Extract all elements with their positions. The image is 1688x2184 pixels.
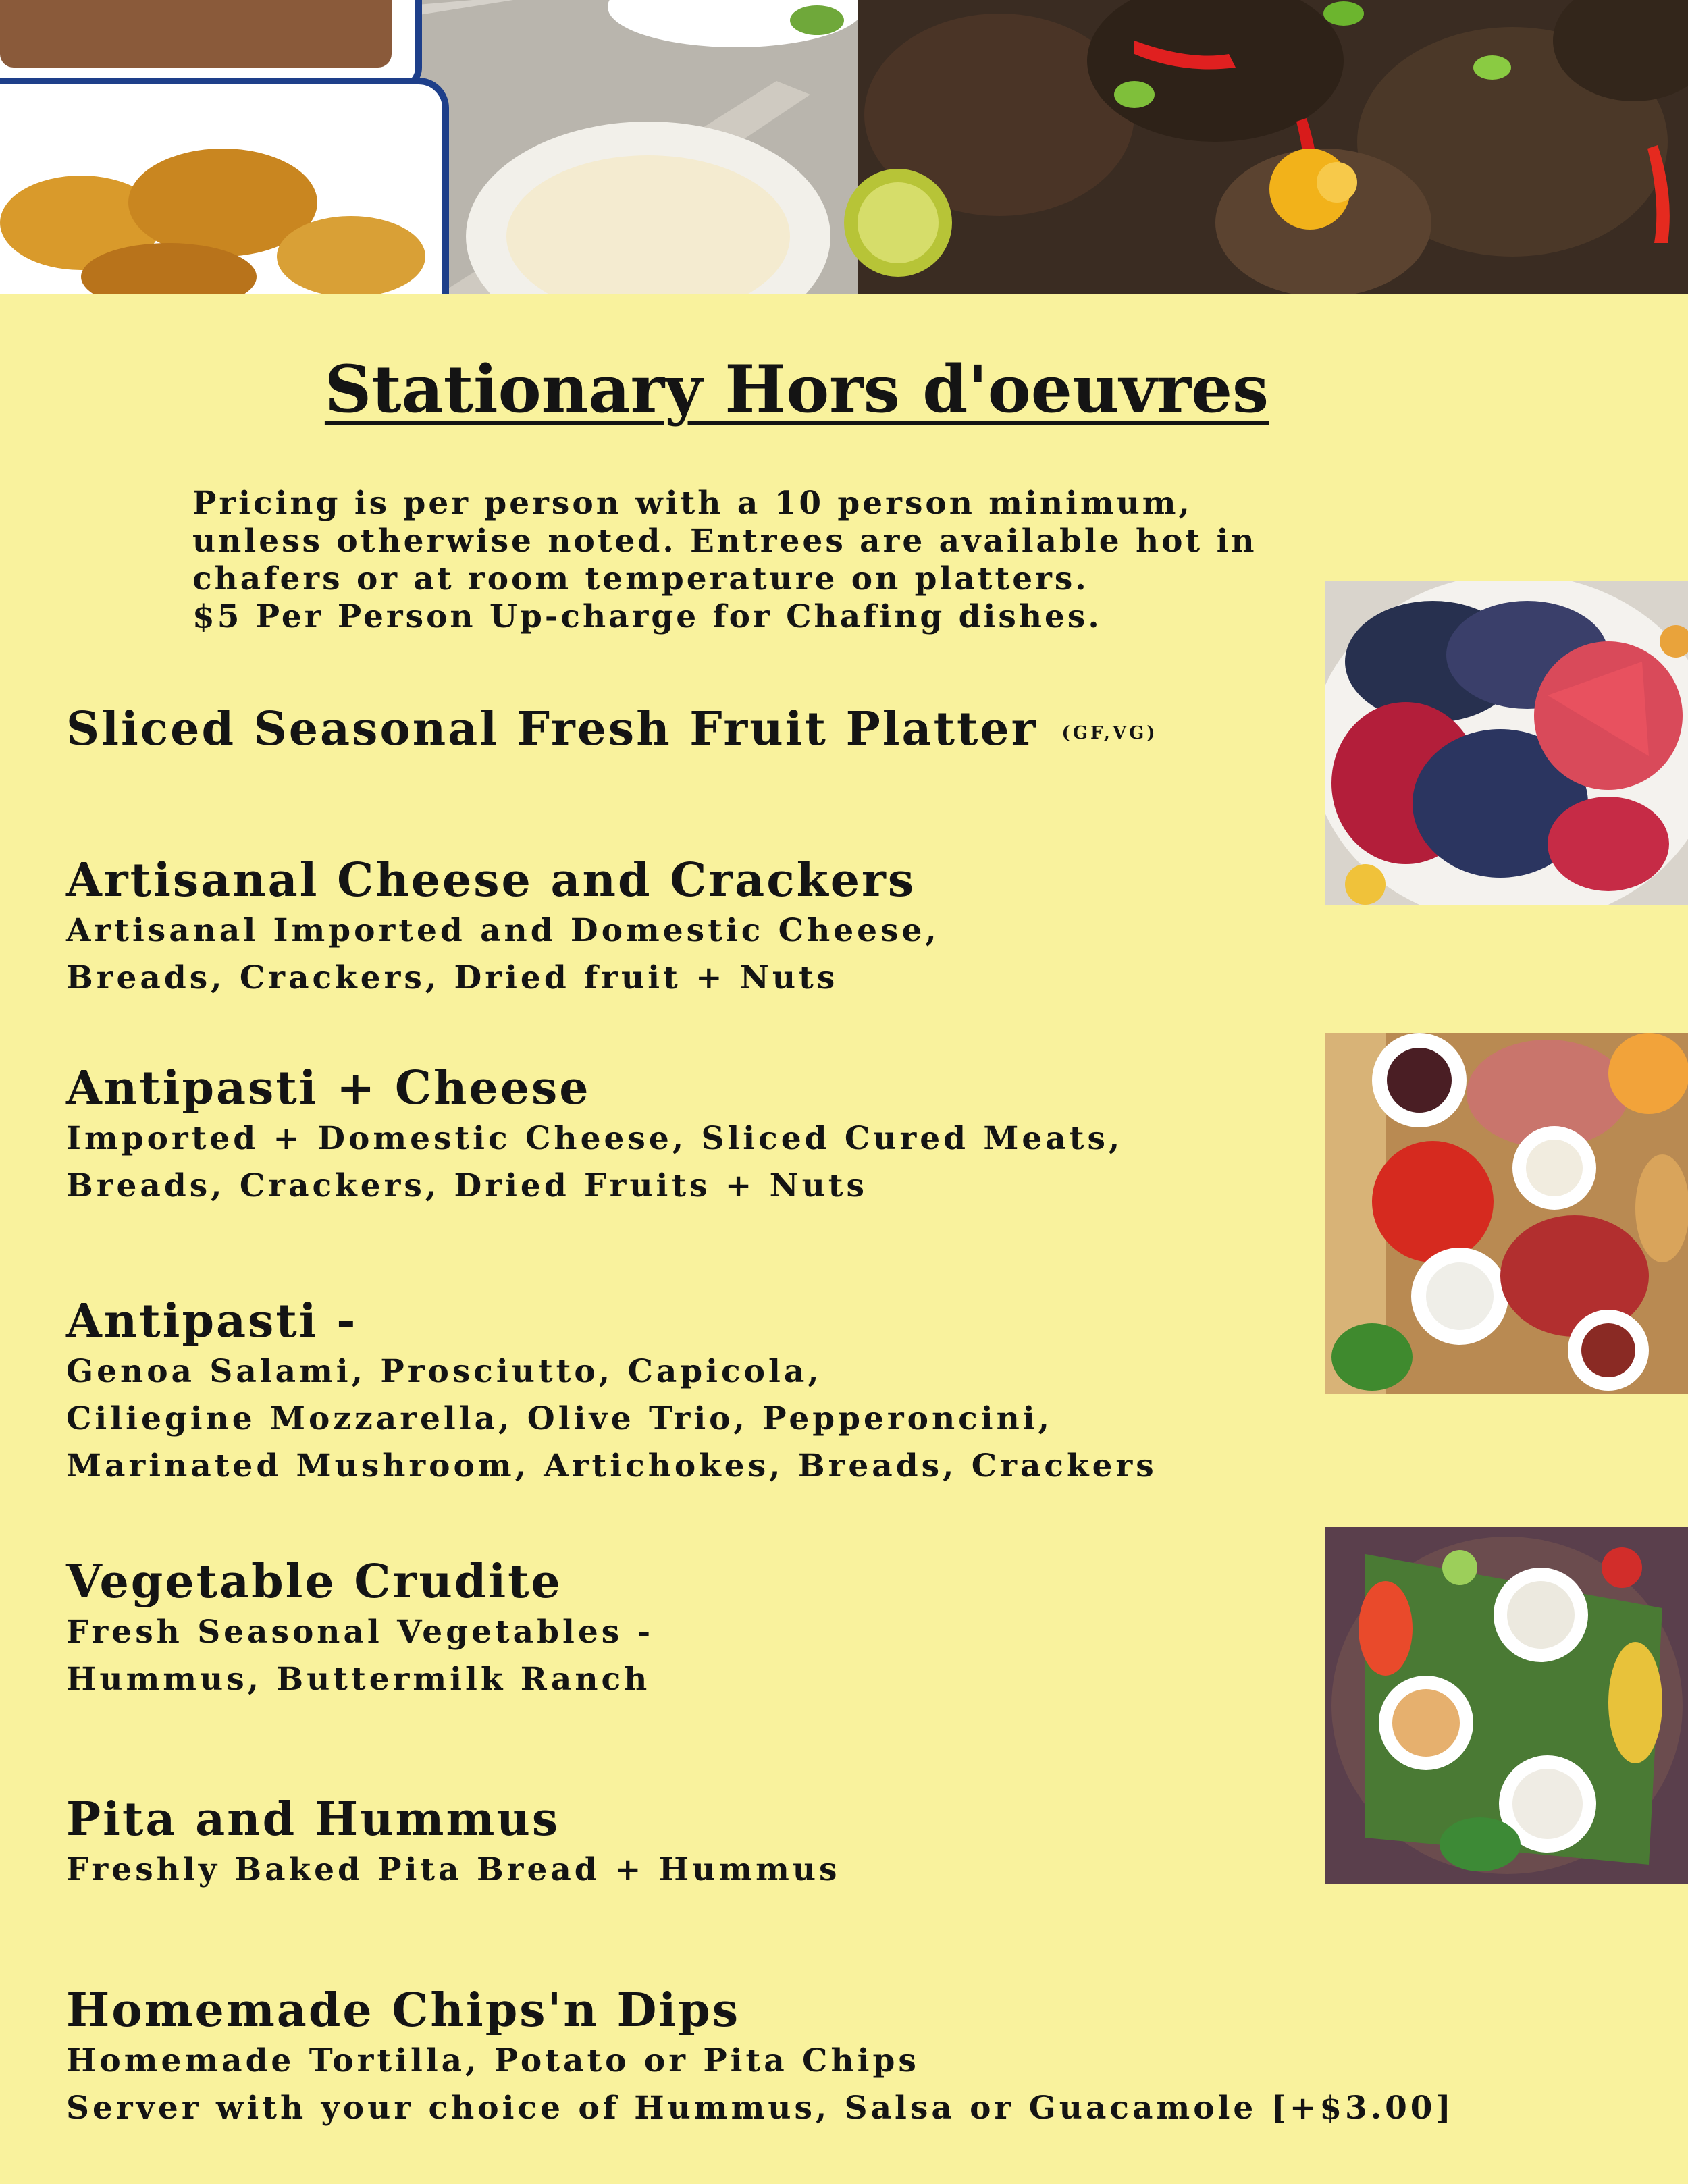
item-description-line: Genoa Salami, Prosciutto, Capicola, [66,1353,822,1390]
item-description-line: Freshly Baked Pita Bread + Hummus [66,1851,841,1888]
item-description-line: Imported + Domestic Cheese, Sliced Cured Meats, [66,1120,1124,1157]
pricing-note-line: chafers or at room temperature on platters. [192,560,1089,597]
antipasti-board-photo [1325,1033,1688,1394]
pricing-note [192,485,1273,636]
menu-item-cheese-crackers [66,853,940,1002]
menu-item-chips-dips [66,1983,1454,2132]
item-description [66,1609,654,1703]
vegetable-crudite-photo [1325,1527,1688,1884]
item-description-line: Breads, Crackers, Dried Fruits + Nuts [66,1167,868,1204]
item-description-line: Artisanal Imported and Domestic Cheese, [66,912,940,949]
pricing-note-line: unless otherwise noted. Entrees are available hot in [192,523,1257,560]
pricing-note-line: $5 Per Person Up-charge for Chafing dishes. [192,598,1102,635]
menu-item-fruit-platter [66,702,1158,760]
item-description-line: Homemade Tortilla, Potato or Pita Chips [66,2042,920,2079]
pricing-note-line: Pricing is per person with a 10 person minimum, [192,485,1192,522]
item-name: Antipasti + Cheese [66,1061,591,1115]
item-name: Homemade Chips'n Dips [66,1983,741,2037]
header-food-photo [0,0,1688,294]
item-description [66,2037,1454,2132]
item-description-line: Ciliegine Mozzarella, Olive Trio, Pepperoncini, [66,1400,1053,1437]
page-title: Stationary Hors d'oeuvres [324,351,1269,427]
item-description-line: Breads, Crackers, Dried fruit + Nuts [66,959,839,996]
item-name: Artisanal Cheese and Crackers [66,853,916,907]
fruit-platter-photo [1325,581,1688,905]
item-name: Antipasti - [66,1294,358,1348]
item-name: Sliced Seasonal Fresh Fruit Platter [66,702,1038,756]
item-name: Vegetable Crudite [66,1555,562,1609]
item-description-line: Marinated Mushroom, Artichokes, Breads, Crackers [66,1447,1157,1485]
item-description-line: Hummus, Buttermilk Ranch [66,1661,651,1698]
menu-item-antipasti [66,1294,1157,1490]
menu-item-antipasti-cheese [66,1061,1123,1210]
item-description [66,1115,1123,1210]
item-description [66,1348,1157,1490]
item-description-line: Fresh Seasonal Vegetables - [66,1614,654,1651]
menu-item-vegetable-crudite [66,1555,654,1703]
menu-item-pita-hummus [66,1792,840,1894]
item-description [66,1846,840,1894]
dietary-tag: (GF,VG) [1061,722,1158,743]
item-description-line: Server with your choice of Hummus, Salsa or Guacamole [+$3.00] [66,2089,1454,2127]
item-name: Pita and Hummus [66,1792,560,1846]
item-description [66,907,940,1002]
